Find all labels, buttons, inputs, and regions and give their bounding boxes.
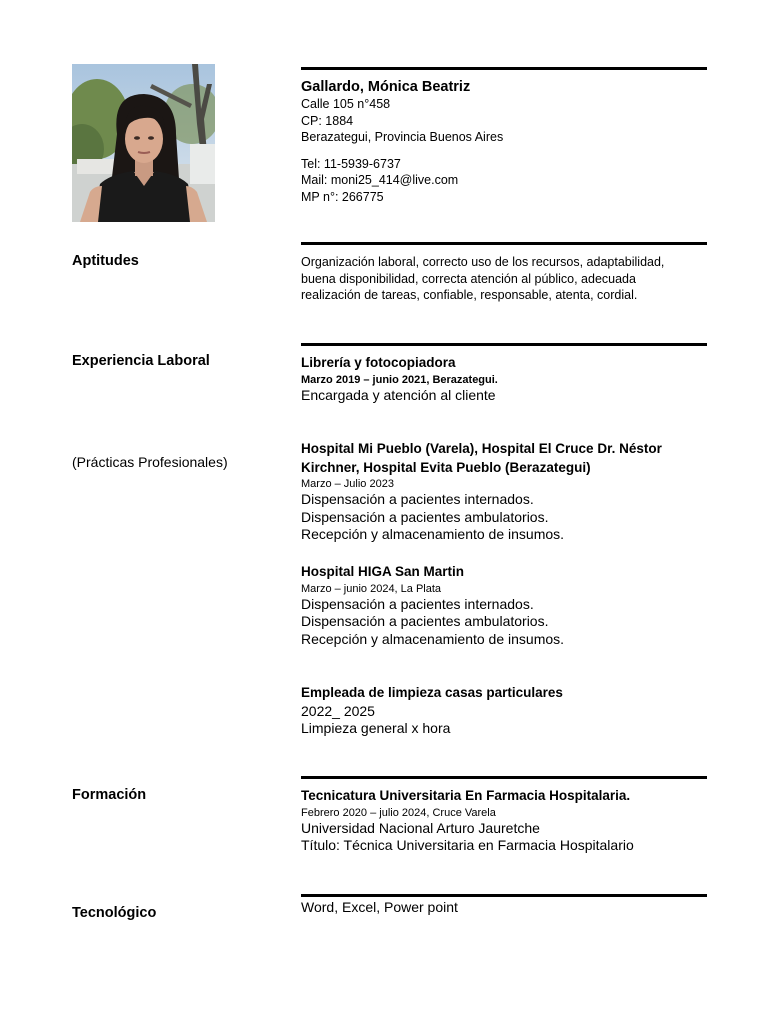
job-2-date: Marzo – Julio 2023 [301,478,394,490]
job-3-title: Hospital HIGA San Martin [301,564,465,579]
header-divider [301,67,707,70]
job-2-desc-2: Dispensación a pacientes ambulatorios. [301,508,549,525]
aptitudes-divider [301,242,707,245]
formacion-date: Febrero 2020 – julio 2024, Cruce Varela [301,806,496,819]
job-2-title-line-1: Hospital Mi Pueblo (Varela), Hospital El Cruce Dr. Néstor [301,441,662,456]
phone: Tel: 11-5939-6737 [301,156,401,171]
aptitudes-block [301,254,711,304]
job-4-desc: Limpieza general x hora [301,720,451,736]
section-label-tecnologico: Tecnológico [72,905,157,921]
job-1 [301,354,711,404]
section-label-practicas: (Prácticas Profesionales) [72,454,228,470]
formacion-title: Tecnicatura Universitaria En Farmacia Hospitalaria. [301,788,631,803]
candidate-name: Gallardo, Mónica Beatriz [301,79,471,95]
formacion-degree: Título: Técnica Universitaria en Farmacia Hospitalario [301,837,634,853]
formacion-institution: Universidad Nacional Arturo Jauretche [301,819,540,836]
job-3 [301,563,711,648]
job-2-title-line-2: Kirchner, Hospital Evita Pueblo (Berazategui) [301,459,591,475]
job-2-desc-3: Recepción y almacenamiento de insumos. [301,526,565,542]
experiencia-divider [301,343,707,346]
section-label-formacion: Formación [72,787,147,803]
job-3-desc-2: Dispensación a pacientes ambulatorios. [301,613,549,629]
section-label-aptitudes: Aptitudes [72,253,139,269]
aptitudes-line-2: buena disponibilidad, correcta atención al público, adecuada [301,271,636,286]
profile-photo [72,64,215,222]
job-3-date: Marzo – junio 2024, La Plata [301,582,442,595]
job-2 [301,440,711,544]
job-3-desc-1: Dispensación a pacientes internados. [301,595,534,612]
job-1-title: Librería y fotocopiadora [301,355,456,370]
profile-photo-illustration [72,64,215,222]
aptitudes-line-1: Organización laboral, correcto uso de los recursos, adaptabilidad, [301,255,665,269]
job-4-date: 2022_ 2025 [301,702,375,719]
job-1-desc: Encargada y atención al cliente [301,386,496,403]
address-line-2: CP: 1884 [301,113,354,128]
email: Mail: moni25_414@live.com [301,173,459,187]
formacion-block [301,787,711,855]
aptitudes-line-3: realización de tareas, confiable, responsable, atenta, cordial. [301,288,638,302]
job-3-desc-3: Recepción y almacenamiento de insumos. [301,630,565,647]
address-line-1: Calle 105 n°458 [301,97,391,111]
formacion-divider [301,776,707,779]
job-4 [301,684,711,738]
job-4-title: Empleada de limpieza casas particulares [301,685,563,700]
mp-number: MP n°: 266775 [301,189,384,204]
tecnologico-skills: Word, Excel, Power point [301,899,458,915]
tecnologico-divider [301,894,707,897]
section-label-experiencia: Experiencia Laboral [72,353,210,369]
tecnologico-block [301,899,711,917]
contact-block [301,78,711,205]
address-line-3: Berazategui, Provincia Buenos Aires [301,130,504,144]
job-2-desc-1: Dispensación a pacientes internados. [301,491,534,507]
job-1-date: Marzo 2019 – junio 2021, Berazategui. [301,373,498,386]
